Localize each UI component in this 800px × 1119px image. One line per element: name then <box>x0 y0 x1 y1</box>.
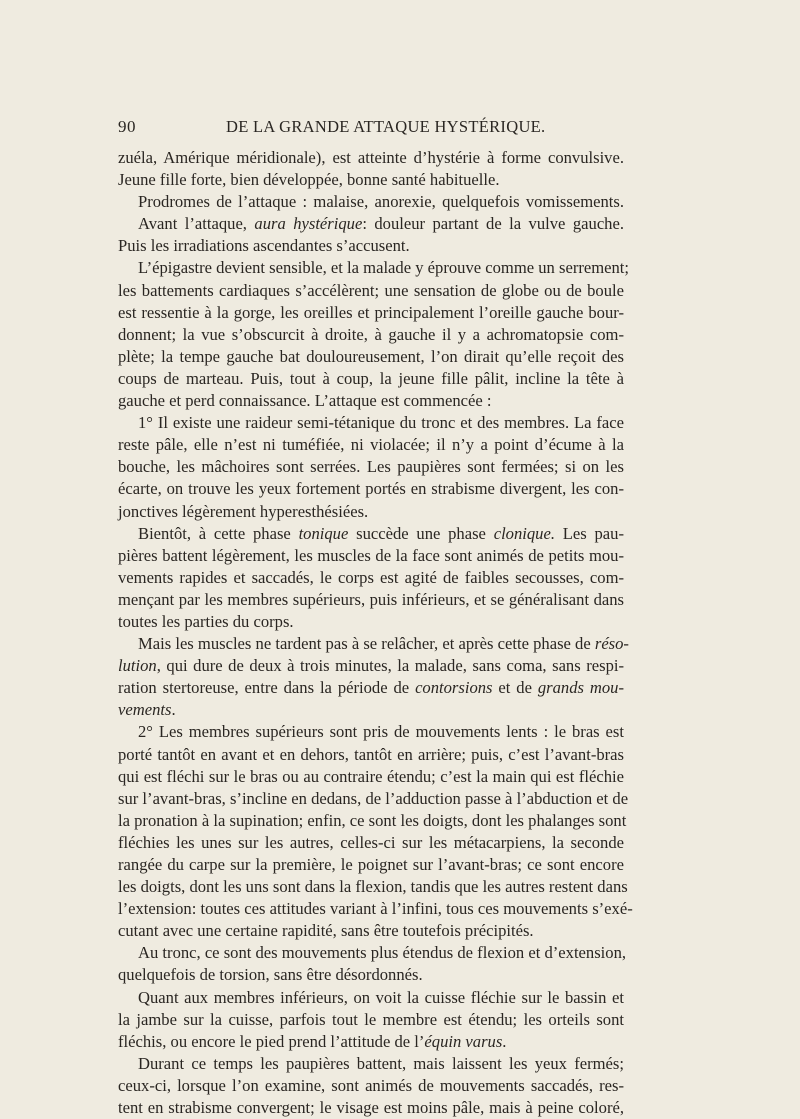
text-line <box>118 721 624 743</box>
text-line <box>118 147 624 169</box>
text-line <box>118 434 624 456</box>
text-run: Les pau- <box>555 523 624 543</box>
text-run: sur l’avant-bras, s’incline en dedans, de l’adduction passe à l’abduction et de <box>118 788 629 808</box>
text-run: les battements cardiaques s’accélèrent; une sensation de globe ou de boule <box>118 280 624 300</box>
italic-phrase: tonique <box>298 523 349 543</box>
text-line <box>118 478 624 500</box>
italic-phrase: lution <box>118 656 157 676</box>
text-line <box>118 611 624 633</box>
text-run: la jambe sur la cuisse, parfois tout le membre est étendu; les orteils sont <box>118 1009 624 1029</box>
text-line <box>118 810 627 832</box>
text-line <box>118 766 624 788</box>
page-header <box>118 117 624 141</box>
running-title: DE LA GRANDE ATTAQUE HYSTÉRIQUE. <box>226 117 546 136</box>
text-line <box>118 235 624 257</box>
text-run: les doigts, dont les uns sont dans la flexion, tandis que les autres restent dans <box>118 877 628 897</box>
text-line <box>118 567 624 589</box>
text-run: . <box>502 1031 507 1051</box>
italic-phrase: grands mou- <box>537 678 624 698</box>
text-run: mençant par les membres supérieurs, puis inférieurs, et se généralisant dans <box>118 589 624 609</box>
text-line <box>118 655 624 677</box>
text-run: tent en strabisme convergent; le visage est moins pâle, mais à peine coloré, <box>118 1098 624 1118</box>
text-run: , qui dure de deux à trois minutes, la malade, sans coma, sans respi- <box>156 656 624 676</box>
text-run: Au tronc, ce sont des mouvements plus étendus de flexion et d’extension, <box>138 943 627 963</box>
text-line <box>118 501 624 523</box>
text-line <box>118 280 624 302</box>
text-line <box>118 942 627 964</box>
text-line <box>118 1097 624 1119</box>
text-run: . <box>171 700 176 720</box>
text-line <box>118 898 633 920</box>
text-run: Avant l’attaque, <box>138 214 255 234</box>
text-run: Mais les muscles ne tardent pas à se relâcher, et après cette phase de <box>138 634 595 654</box>
text-run: ceux-ci, lorsque l’on examine, sont animés de mouvements saccadés, res- <box>118 1075 624 1095</box>
text-line <box>118 1075 624 1097</box>
text-run: la pronation à la supination; enfin, ce sont les doigts, dont les phalanges sont <box>118 810 627 830</box>
text-run: : douleur partant de la vulve gauche. <box>362 214 624 234</box>
text-line <box>118 876 628 898</box>
text-run: jonctives légèrement hyperesthésiées. <box>118 501 369 521</box>
text-run: Bientôt, à cette phase <box>138 523 299 543</box>
text-run: rangée du carpe sur la première, le poignet sur l’avant-bras; ce sont encore <box>118 855 624 874</box>
page-number: 90 <box>118 117 136 136</box>
text-run: succède une phase <box>348 523 494 543</box>
text-run: zuéla, Amérique méridionale), est atteinte d’hystérie à forme convulsive. <box>118 148 624 167</box>
text-line <box>118 456 624 478</box>
text-line <box>118 589 624 611</box>
text-run: toutes les parties du corps. <box>118 611 294 631</box>
text-run: donnent; la vue s’obscurcit à droite, à gauche il y a achromatopsie com- <box>118 324 624 344</box>
text-run: L’épigastre devient sensible, et la malade y éprouve comme un serrement; <box>138 258 630 278</box>
text-line <box>118 213 624 235</box>
text-line <box>118 788 629 810</box>
text-line <box>118 368 624 390</box>
text-run: Quant aux membres inférieurs, on voit la cuisse fléchie sur le bassin et <box>138 987 624 1007</box>
text-run: reste pâle, elle n’est ni tuméfiée, ni violacée; il n’y a point d’écume à la <box>118 435 624 455</box>
text-line <box>118 832 624 854</box>
text-run: Puis les irradiations ascendantes s’accusent. <box>118 236 410 256</box>
italic-phrase: contorsions <box>415 678 493 698</box>
text-run: porté tantôt en avant et en dehors, tantôt en arrière; puis, c’est l’avant-bras <box>118 744 624 764</box>
text-run: fléchies les unes sur les autres, celles-ci sur les métacarpiens, la seconde <box>118 832 624 852</box>
text-run: l’extension: toutes ces attitudes variant à l’infini, tous ces mouvements s’exé- <box>118 899 633 919</box>
text-run: qui est fléchi sur le bras ou au contraire étendu; c’est la main qui est fléchie <box>118 766 624 786</box>
text-line <box>118 920 624 942</box>
text-run: Jeune fille forte, bien développée, bonne santé habituelle. <box>118 170 500 190</box>
text-run: vements rapides et saccadés, le corps est agité de faibles secousses, com- <box>118 567 624 587</box>
text-line <box>118 964 624 986</box>
text-line <box>118 744 624 766</box>
italic-phrase: équin varus <box>424 1031 503 1051</box>
text-run: écarte, on trouve les yeux fortement portés en strabisme divergent, les con- <box>118 479 624 499</box>
text-run: 1° Il existe une raideur semi-tétanique du tronc et des membres. La face <box>138 413 624 433</box>
text-run: ration stertoreuse, entre dans la période de <box>118 678 416 698</box>
text-line <box>118 302 624 324</box>
text-line <box>118 987 624 1009</box>
text-line <box>118 1009 624 1031</box>
text-line <box>118 633 629 655</box>
text-line <box>118 854 624 876</box>
body-text <box>118 147 633 1119</box>
text-run: gauche et perd connaissance. L’attaque est commencée : <box>118 391 492 411</box>
text-run: Durant ce temps les paupières battent, mais laissent les yeux fermés; <box>138 1053 624 1073</box>
text-line <box>118 191 624 213</box>
text-run: fléchis, ou encore le pied prend l’attitude de l’ <box>118 1031 425 1051</box>
text-run: bouche, les mâchoires sont serrées. Les paupières sont fermées; si on les <box>118 457 624 477</box>
text-line <box>118 390 624 412</box>
text-run: plète; la tempe gauche bat douloureusement, l’on dirait qu’elle reçoit des <box>118 346 624 366</box>
text-line <box>118 346 624 368</box>
text-run: pières battent légèrement, les muscles de la face sont animés de petits mou- <box>118 545 624 565</box>
text-line <box>118 523 624 545</box>
text-line <box>118 545 624 567</box>
text-run: 2° Les membres supérieurs sont pris de mouvements lents : le bras est <box>138 722 624 742</box>
text-line <box>118 257 630 279</box>
text-run: coups de marteau. Puis, tout à coup, la jeune fille pâlit, incline la tête à <box>118 368 624 388</box>
text-line <box>118 699 624 721</box>
italic-phrase: vements <box>118 700 172 720</box>
text-run: est ressentie à la gorge, les oreilles et principalement l’oreille gauche bour- <box>118 302 624 322</box>
text-line <box>118 1031 624 1053</box>
text-line <box>118 169 624 191</box>
text-run: Prodromes de l’attaque : malaise, anorexie, quelquefois vomissements. <box>138 192 624 212</box>
italic-phrase: clonique. <box>493 523 555 543</box>
text-run: quelquefois de torsion, sans être désordonnés. <box>118 965 423 985</box>
text-line <box>118 1053 624 1075</box>
text-line <box>118 412 624 434</box>
text-run: et de <box>492 678 538 698</box>
text-line <box>118 677 624 699</box>
text-line <box>118 324 624 346</box>
text-run: cutant avec une certaine rapidité, sans être toutefois précipités. <box>118 921 534 941</box>
italic-phrase: réso- <box>594 634 629 654</box>
italic-phrase: aura hystérique <box>254 214 363 234</box>
